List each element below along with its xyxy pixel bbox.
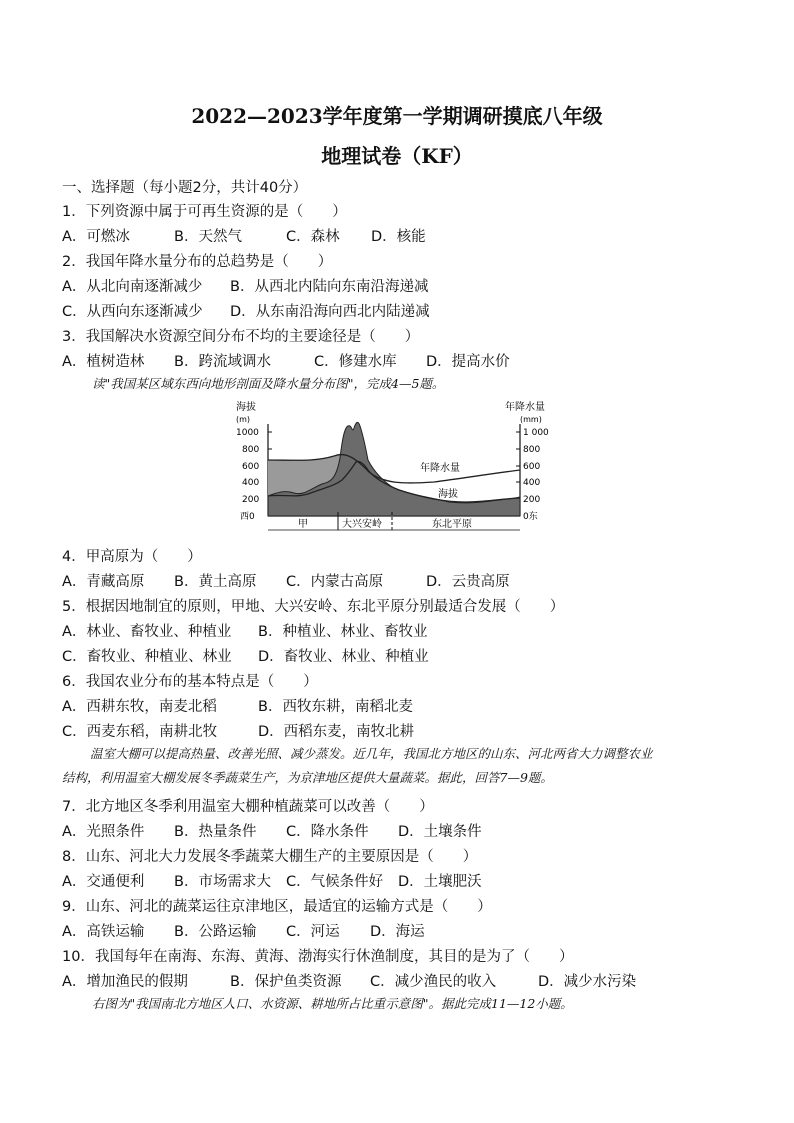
option-c[interactable]: C．内蒙古高原 bbox=[286, 574, 384, 590]
passage-line-2: 结构，利用温室大棚发展冬季蔬菜生产，为京津地区提供大量蔬菜。据此，回答7—9题。 bbox=[62, 770, 553, 785]
question-6-stem: 6．我国农业分布的基本特点是（ ） bbox=[62, 674, 318, 690]
right-tick: 800 bbox=[523, 445, 541, 455]
exam-title: 2022—2023学年度第一学期调研摸底八年级 bbox=[191, 104, 603, 128]
intro-questions-4-5: 读"我国某区域东西向地形剖面及降水量分布图"，完成4—5题。 bbox=[92, 376, 445, 391]
right-tick: 0东 bbox=[523, 512, 538, 522]
left-tick: 600 bbox=[242, 462, 260, 472]
option-b[interactable]: B．天然气 bbox=[174, 229, 242, 245]
option-d[interactable]: D．畜牧业、林业、种植业 bbox=[258, 649, 429, 665]
option-c[interactable]: C．河运 bbox=[286, 924, 340, 940]
region-label: 东北平原 bbox=[432, 519, 472, 530]
option-d[interactable]: D．土壤条件 bbox=[398, 824, 482, 840]
option-d[interactable]: D．西稻东麦，南牧北耕 bbox=[258, 724, 415, 740]
option-d[interactable]: D．云贵高原 bbox=[426, 574, 510, 590]
option-b[interactable]: B．热量条件 bbox=[174, 824, 257, 840]
option-d[interactable]: D．土壤肥沃 bbox=[398, 874, 482, 890]
section-heading: 一、选择题（每小题2分，共计40分） bbox=[62, 180, 308, 196]
option-b[interactable]: B．西牧东耕，南稻北麦 bbox=[258, 699, 413, 715]
option-b[interactable]: B．种植业、林业、畜牧业 bbox=[258, 624, 428, 640]
question-8-stem: 8．山东、河北大力发展冬季蔬菜大棚生产的主要原因是（ ） bbox=[62, 849, 478, 865]
passage-line-1: 温室大棚可以提高热量、改善光照、减少蒸发。近几年，我国北方地区的山东、河北两省大力调整农业 bbox=[90, 746, 653, 761]
right-tick: 600 bbox=[523, 462, 541, 472]
option-a[interactable]: A．高铁运输 bbox=[62, 924, 145, 940]
option-d[interactable]: D．从东南沿海向西北内陆递减 bbox=[230, 304, 430, 320]
question-1-stem: 1．下列资源中属于可再生资源的是（ ） bbox=[62, 204, 347, 220]
option-a[interactable]: A．光照条件 bbox=[62, 824, 145, 840]
terrain-profile-svg bbox=[234, 398, 554, 533]
precipitation-label: 年降水量 bbox=[420, 463, 460, 474]
option-a[interactable]: A．交通便利 bbox=[62, 874, 145, 890]
option-c[interactable]: C．西麦东稻，南耕北牧 bbox=[62, 724, 218, 740]
region-label: 大兴安岭 bbox=[342, 519, 382, 530]
exam-subtitle: 地理试卷（KF） bbox=[321, 144, 473, 168]
left-axis-unit: (m) bbox=[236, 415, 251, 424]
option-c[interactable]: C．从西向东逐渐减少 bbox=[62, 304, 203, 320]
left-tick: 800 bbox=[242, 445, 260, 455]
region-label: 甲 bbox=[298, 519, 308, 530]
option-c[interactable]: C．森林 bbox=[286, 229, 340, 245]
option-d[interactable]: D．减少水污染 bbox=[538, 974, 637, 990]
left-tick: 400 bbox=[242, 478, 260, 488]
option-a[interactable]: A．可燃冰 bbox=[62, 229, 130, 245]
option-d[interactable]: D．提高水价 bbox=[426, 354, 510, 370]
option-c[interactable]: C．修建水库 bbox=[314, 354, 397, 370]
option-c[interactable]: C．降水条件 bbox=[286, 824, 369, 840]
question-3-stem: 3．我国解决水资源空间分布不均的主要途径是（ ） bbox=[62, 329, 420, 345]
question-5-stem: 5．根据因地制宜的原则，甲地、大兴安岭、东北平原分别最适合发展（ ） bbox=[62, 599, 565, 615]
right-tick: 400 bbox=[523, 478, 541, 488]
left-axis-title: 海拔 bbox=[236, 402, 256, 413]
question-4-stem: 4．甲高原为（ ） bbox=[62, 549, 202, 565]
option-b[interactable]: B．跨流域调水 bbox=[174, 354, 271, 370]
option-b[interactable]: B．市场需求大 bbox=[174, 874, 271, 890]
intro-questions-11-12: 右图为"我国南北方地区人口、水资源、耕地所占比重示意图"。据此完成11—12小题。 bbox=[92, 996, 573, 1011]
option-c[interactable]: C．减少渔民的收入 bbox=[370, 974, 497, 990]
right-axis-unit: (mm) bbox=[520, 415, 542, 424]
question-7-stem: 7．北方地区冬季利用温室大棚种植蔬菜可以改善（ ） bbox=[62, 799, 434, 815]
option-b[interactable]: B．从西北内陆向东南沿海递减 bbox=[230, 279, 429, 295]
question-9-stem: 9．山东、河北的蔬菜运往京津地区，最适宜的运输方式是（ ） bbox=[62, 899, 492, 915]
option-a[interactable]: A．青藏高原 bbox=[62, 574, 145, 590]
option-c[interactable]: C．气候条件好 bbox=[286, 874, 384, 890]
option-a[interactable]: A．植树造林 bbox=[62, 354, 145, 370]
question-10-stem: 10．我国每年在南海、东海、黄海、渤海实行休渔制度，其目的是为了（ ） bbox=[62, 949, 574, 965]
right-tick: 1 000 bbox=[523, 428, 549, 438]
option-a[interactable]: A．增加渔民的假期 bbox=[62, 974, 188, 990]
terrain-profile-figure bbox=[234, 398, 554, 533]
option-a[interactable]: A．林业、畜牧业、种植业 bbox=[62, 624, 232, 640]
option-a[interactable]: A．西耕东牧，南麦北稻 bbox=[62, 699, 217, 715]
option-b[interactable]: B．黄土高原 bbox=[174, 574, 257, 590]
option-c[interactable]: C．畜牧业、种植业、林业 bbox=[62, 649, 232, 665]
question-2-stem: 2．我国年降水量分布的总趋势是（ ） bbox=[62, 254, 333, 270]
option-b[interactable]: B．公路运输 bbox=[174, 924, 257, 940]
passage-questions-7-9 bbox=[62, 742, 734, 790]
option-d[interactable]: D．核能 bbox=[371, 229, 426, 245]
left-tick: 1000 bbox=[236, 428, 259, 438]
option-b[interactable]: B．保护鱼类资源 bbox=[230, 974, 342, 990]
right-axis-title: 年降水量 bbox=[505, 402, 545, 413]
left-tick: 200 bbox=[242, 495, 260, 505]
right-tick: 200 bbox=[523, 495, 541, 505]
left-tick: 西0 bbox=[240, 512, 255, 522]
elevation-label: 海拔 bbox=[438, 489, 458, 500]
option-a[interactable]: A．从北向南逐渐减少 bbox=[62, 279, 203, 295]
option-d[interactable]: D．海运 bbox=[370, 924, 425, 940]
